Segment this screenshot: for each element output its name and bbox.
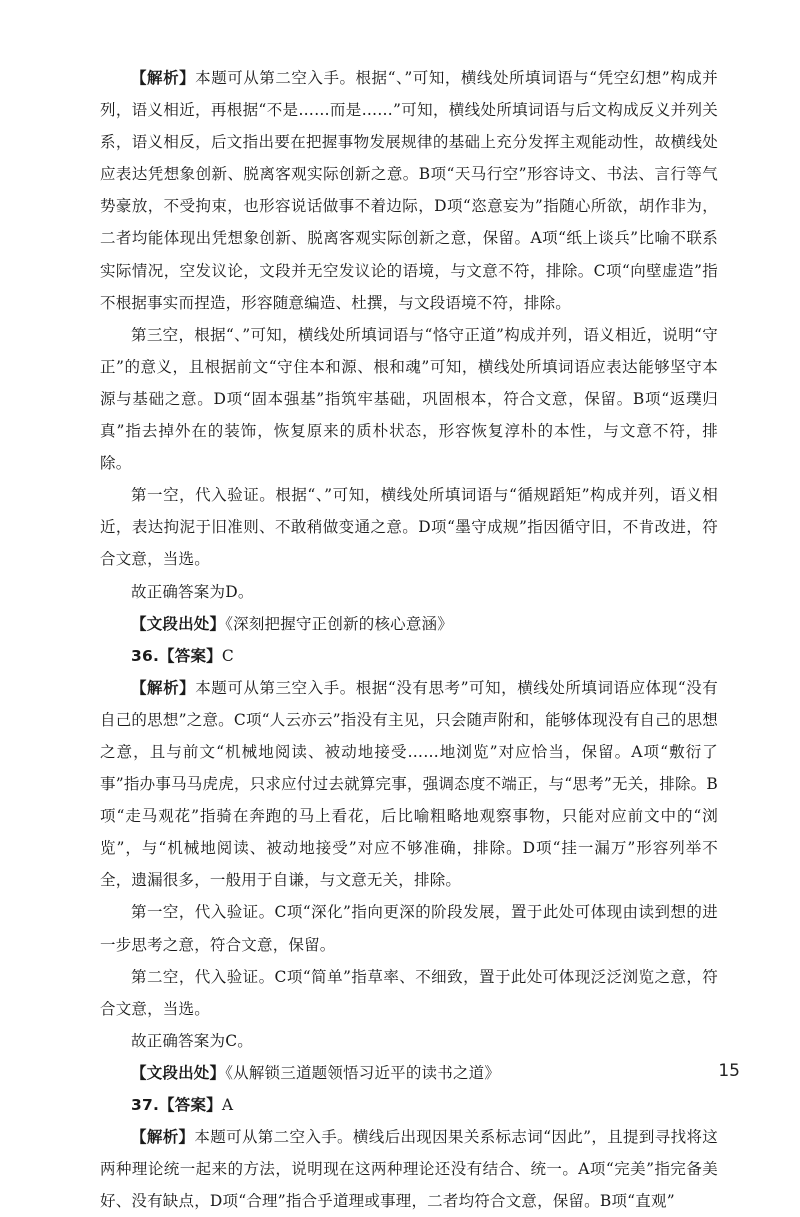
section-label: 36.【答案】 [131, 646, 222, 665]
paragraph-text: 本题可从第二空入手。根据“、”可知，横线处所填词语与“凭空幻想”构成并列，语义相近，再根据“不是……而是……”可知，横线处所填词语与后文构成反义并列关系，语义相反，后文指出要在把握事物发展规律的基础上充分发挥主观能动性，故横线处应表达凭想象创新、脱离客观实际创新之意。B项“天马行空”形容诗文、书法、言行等气势豪放，不受拘束，也形容说话做事不着边际，D项“恣意妄为”指随心所欲，胡作非为，二者均能体现出凭想象创新、脱离客观实际创新之意，保留。A项“纸上谈兵”比喻不联系实际情况，空发议论，文段并无空发议论的语境，与文意不符，排除。C项“向壁虚造”指不根据事实而捏造，形容随意编造、杜撰，与文段语境不符，排除。 [100, 69, 718, 312]
section-label: 【文段出处】 [131, 1063, 226, 1082]
paragraph-text: 第一空，代入验证。C项“深化”指向更深的阶段发展，置于此处可体现由读到想的进一步思考之意，符合文意，保留。 [100, 903, 718, 954]
paragraph-text: 本题可从第二空入手。横线后出现因果关系标志词“因此”，且提到寻找将这两种理论统一起来的方法，说明现在这两种理论还没有结合、统一。A项“完美”指完备美好、没有缺点，D项“合理”指合乎道理或事理，二者均符合文意，保留。B项“直观” [100, 1128, 718, 1211]
paragraph-text: C [221, 646, 234, 665]
paragraph [100, 62, 718, 319]
paragraph [100, 1057, 718, 1089]
paragraph-text: 第一空，代入验证。根据“、”可知，横线处所填词语与“循规蹈矩”构成并列，语义相近，表达拘泥于旧准则、不敢稍做变通之意。D项“墨守成规”指因循守旧，不肯改进，符合文意，当选。 [100, 486, 718, 569]
paragraph-text: 第三空，根据“、”可知，横线处所填词语与“恪守正道”构成并列，语义相近，说明“守正”的意义，且根据前文“守住本和源、根和魂”可知，横线处所填词语应表达能够坚守本源与基础之意。D项“固本强基”指筑牢基础，巩固根本，符合文意，保留。B项“返璞归真”指去掉外在的装饰，恢复原来的质朴状态，形容恢复淳朴的本性，与文意不符，排除。 [100, 325, 718, 473]
section-label: 37.【答案】 [131, 1096, 222, 1114]
paragraph [100, 608, 718, 640]
paragraph [100, 1089, 718, 1121]
paragraph-text: 本题可从第三空入手。根据“没有思考”可知，横线处所填词语应体现“没有自己的思想”之意。C项“人云亦云”指没有主见，只会随声附和，能够体现没有自己的思想之意，且与前文“机械地阅读、被动地接受……地浏览”对应恰当，保留。A项“敷衍了事”指办事马马虎虎，只求应付过去就算完事，强调态度不端正，与“思考”无关，排除。B项“走马观花”指骑在奔跑的马上看花，后比喻粗略地观察事物，只能对应前文中的“浏览”，与“机械地阅读、被动地接受”对应不够准确，排除。D项“挂一漏万”形容列举不全，遗漏很多，一般用于自谦，与文意无关，排除。 [100, 678, 718, 890]
page-number: 15 [718, 1061, 740, 1081]
paragraph [100, 1025, 718, 1057]
paragraph [100, 961, 718, 1025]
paragraph-text: 第二空，代入验证。C项“简单”指草率、不细致，置于此处可体现泛泛浏览之意，符合文意，当选。 [100, 967, 718, 1018]
paragraph [100, 479, 718, 575]
section-label: 【解析】 [131, 69, 196, 87]
paragraph-text: 故正确答案为D。 [131, 582, 254, 601]
paragraph-text: 《从解锁三道题领悟习近平的读书之道》 [225, 1063, 501, 1082]
paragraph [100, 1121, 718, 1217]
paragraph [100, 896, 718, 960]
paragraph [100, 672, 718, 897]
answer-explanation-text [100, 62, 718, 1217]
paragraph-text: 故正确答案为C。 [131, 1031, 253, 1050]
paragraph-text: A [221, 1096, 234, 1114]
paragraph [100, 576, 718, 608]
paragraph [100, 640, 718, 672]
section-label: 【解析】 [131, 1128, 195, 1147]
paragraph [100, 319, 718, 479]
section-label: 【解析】 [131, 678, 196, 697]
paragraph-text: 《深刻把握守正创新的核心意涵》 [225, 614, 453, 633]
section-label: 【文段出处】 [131, 614, 226, 633]
